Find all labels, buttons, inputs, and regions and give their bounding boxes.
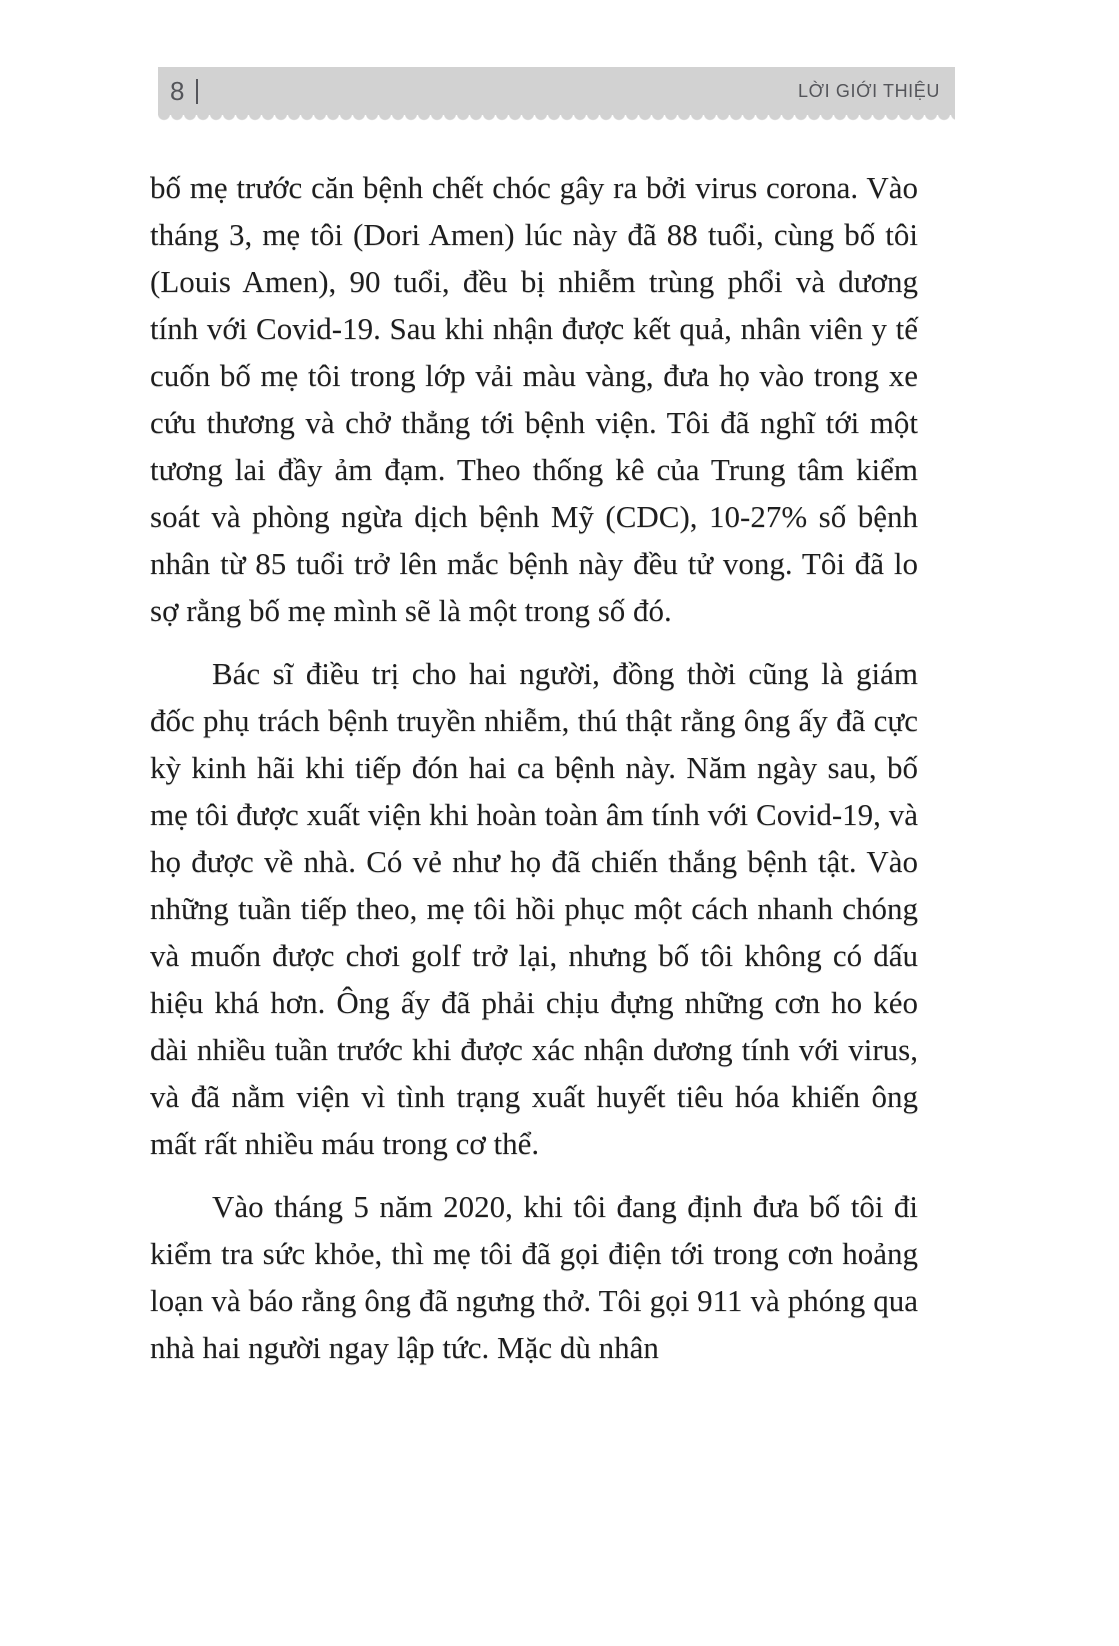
paragraph-3: Vào tháng 5 năm 2020, khi tôi đang định đưa bố tôi đi kiểm tra sức khỏe, thì mẹ tôi đã gọi điện tới trong cơn hoảng loạn và báo rằng ông đã ngưng thở. Tôi gọi 911 và phóng qua nhà hai người ngay lập tức. Mặc dù nhân — [150, 1189, 918, 1365]
page-number-separator — [196, 79, 198, 104]
page-number-group — [170, 78, 198, 104]
paragraph-1: bố mẹ trước căn bệnh chết chóc gây ra bởi virus corona. Vào tháng 3, mẹ tôi (Dori Amen) lúc này đã 88 tuổi, cùng bố tôi (Louis Amen), 90 tuổi, đều bị nhiễm trùng phổi và dương tính với Covid-19. Sau khi nhận được kết quả, nhân viên y tế cuốn bố mẹ tôi trong lớp vải màu vàng, đưa họ vào trong xe cứu thương và chở thẳng tới bệnh viện. Tôi đã nghĩ tới một tương lai đầy ảm đạm. Theo thống kê của Trung tâm kiểm soát và phòng ngừa dịch bệnh Mỹ (CDC), 10-27% số bệnh nhân từ 85 tuổi trở lên mắc bệnh này đều tử vong. Tôi đã lo sợ rằng bố mẹ mình sẽ là một trong số đó. — [150, 170, 918, 628]
page-header — [158, 67, 955, 115]
page-number: 8 — [170, 76, 185, 106]
paragraph-2: Bác sĩ điều trị cho hai người, đồng thời cũng là giám đốc phụ trách bệnh truyền nhiễm, thú thật rằng ông ấy đã cực kỳ kinh hãi khi tiếp đón hai ca bệnh này. Năm ngày sau, bố mẹ tôi được xuất viện khi hoàn toàn âm tính với Covid-19, và họ được về nhà. Có vẻ như họ đã chiến thắng bệnh tật. Vào những tuần tiếp theo, mẹ tôi hồi phục một cách nhanh chóng và muốn được chơi golf trở lại, nhưng bố tôi không có dấu hiệu khá hơn. Ông ấy đã phải chịu đựng những cơn ho kéo dài nhiều tuần trước khi được xác nhận dương tính với virus, và đã nằm viện vì tình trạng xuất huyết tiêu hóa khiến ông mất rất nhiều máu trong cơ thể. — [150, 656, 918, 1161]
body-text — [150, 164, 918, 1387]
running-title: LỜI GIỚI THIỆU — [798, 81, 940, 101]
